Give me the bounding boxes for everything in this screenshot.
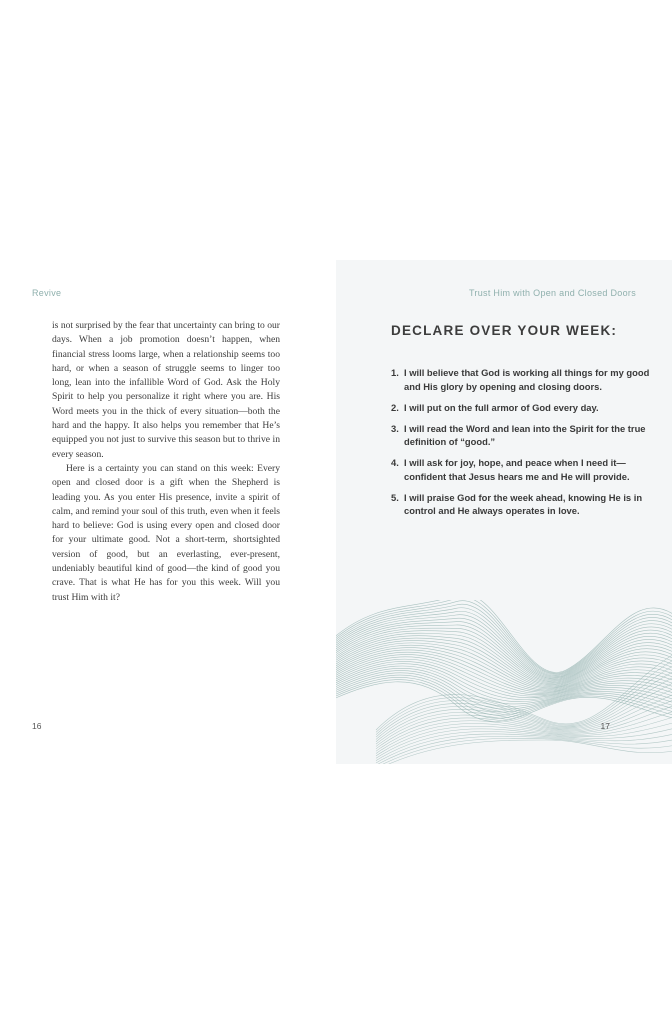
right-page xyxy=(336,260,672,764)
running-head-left: Revive xyxy=(32,288,62,298)
declaration-item xyxy=(391,366,651,393)
wave-line xyxy=(336,601,672,675)
declare-title: DECLARE OVER YOUR WEEK: xyxy=(391,323,618,338)
paragraph: is not surprised by the fear that uncertainty can bring to our days. When a job promotion doesn’t happen, when financial stress looms large, when a relationship seems too hard, or when a season of struggle seems to linger too long, lean into the infallible Word of God. Ask the Holy Spirit to help you personalize it right where you are. His Word meets you in the thick of every situation—both the hard and the happy. It also helps you remember that He’s equipped you not just to survive this season but to thrive in every season. xyxy=(52,320,280,460)
declaration-number: 2. xyxy=(391,401,399,413)
declaration-number: 3. xyxy=(391,422,399,434)
declaration-list xyxy=(391,366,651,525)
declaration-item xyxy=(391,422,651,449)
left-page xyxy=(0,260,336,764)
declaration-item xyxy=(391,456,651,483)
page-number-left: 16 xyxy=(32,721,42,731)
declaration-item xyxy=(391,401,651,415)
declaration-number: 1. xyxy=(391,367,399,378)
running-head-right: Trust Him with Open and Closed Doors xyxy=(468,288,636,298)
page-number-right: 17 xyxy=(600,721,610,731)
wave-line xyxy=(336,664,672,700)
declaration-item xyxy=(391,491,651,518)
declaration-text: I will read the Word and lean into the Spirit for the true definition of “good.” xyxy=(404,422,646,448)
declaration-number: 4. xyxy=(391,457,399,469)
wave-line xyxy=(336,661,672,697)
wave-line-art xyxy=(336,600,672,764)
declaration-text: I will ask for joy, hope, and peace when I need it—confident that Jesus hears me and He will provide. xyxy=(404,457,630,482)
declaration-text: I will believe that God is working all things for my good and His glory by opening and closing doors. xyxy=(404,367,650,392)
body-text xyxy=(52,319,280,605)
wave-line xyxy=(336,659,672,696)
declaration-number: 5. xyxy=(391,491,399,503)
book-spread xyxy=(0,260,672,764)
declaration-text: I will praise God for the week ahead, knowing He is in control and He always operates in love. xyxy=(404,491,643,517)
declaration-text: I will put on the full armor of God every day. xyxy=(404,401,599,413)
wave-line xyxy=(336,625,672,681)
paragraph: Here is a certainty you can stand on this week: Every open and closed door is a gift when the Shepherd is leading you. As you enter His presence, invite a spirit of calm, and remind your soul of this truth, even when it feels hard to believe: God is using every open and closed door for your ultimate good. Not a short-term, shortsighted version of good, but an everlasting, ever-present, undeniably beautiful kind of good—the kind of good you crave. That is what He has for you this week. Will you trust Him with it? xyxy=(52,462,280,603)
